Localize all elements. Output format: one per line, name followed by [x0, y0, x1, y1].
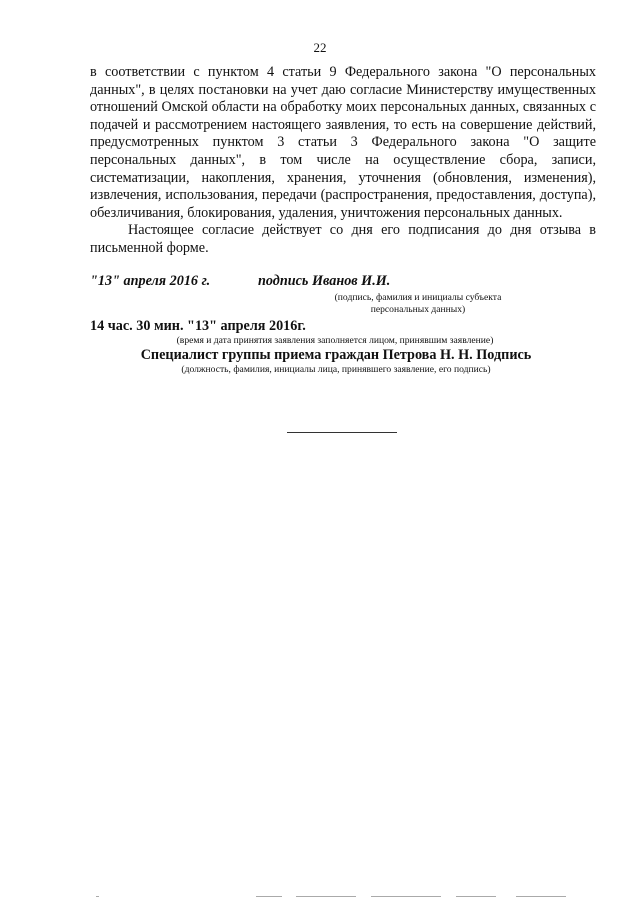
applicant-signature-caption: (подпись, фамилия и инициалы субъекта персональных данных)	[334, 292, 502, 315]
page-number: 22	[313, 40, 327, 55]
acceptance-time-date: 14 час. 30 мин. "13" апреля 2016г.	[90, 318, 306, 334]
document-body	[90, 64, 596, 258]
specialist-signature-line: Специалист группы приема граждан Петрова Н. Н. Подпись	[140, 347, 532, 363]
footer-scan-marks	[96, 896, 596, 899]
consent-paragraph: в соответствии с пунктом 4 статьи 9 Федерального закона "О персональных данных", в целях постановки на учет даю согласие Министерству имущественных отношений Омской области на обработку моих персональных данных, связанных с подачей и рассмотрением настоящего заявления, то есть на совершение действий, предусмотренных пунктом 3 статьи 3 Федерального закона "О защите персональных данных", в том числе на осуществление сбора, записи, систематизации, накопления, хранения, уточнения (обновления, изменения), извлечения, использования, передачи (распространения, предоставления, доступа), обезличивания, блокирования, удаления, уничтожения персональных данных.	[90, 64, 596, 221]
validity-paragraph: Настоящее согласие действует со дня его подписания до дня отзыва в письменной форме.	[90, 222, 596, 256]
acceptance-time-caption: (время и дата принятия заявления заполняется лицом, принявшим заявление)	[176, 335, 494, 346]
applicant-date: "13" апреля 2016 г.	[90, 273, 211, 289]
end-of-document-rule	[287, 432, 397, 433]
applicant-signature: подпись Иванов И.И.	[258, 273, 391, 289]
applicant-date-signature-line	[90, 273, 596, 290]
specialist-caption: (должность, фамилия, инициалы лица, принявшего заявление, его подпись)	[181, 364, 491, 375]
